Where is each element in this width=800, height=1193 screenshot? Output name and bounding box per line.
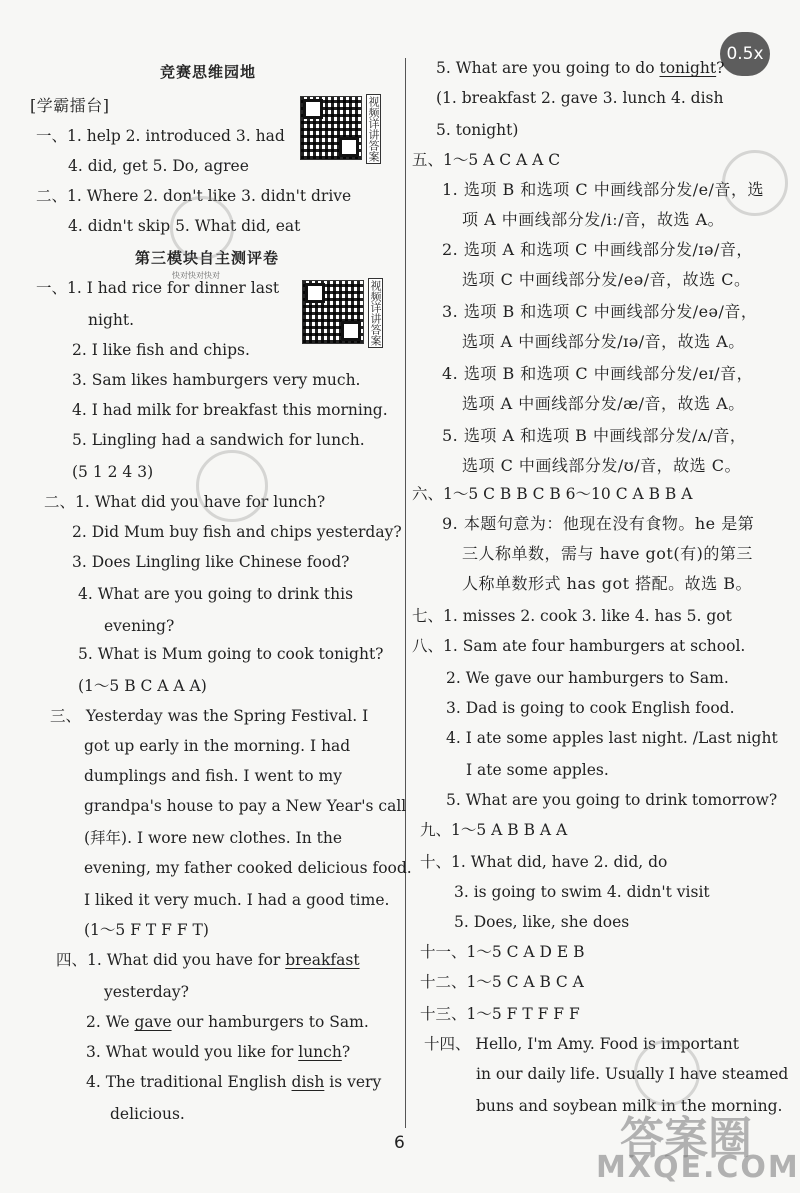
answer-line: 5. tonight) [436,121,519,139]
answer-line: 二、1. Where 2. don't like 3. didn't drive [36,187,352,205]
answer-line: 三人称单数，需与 have got(有)的第三 [462,544,753,563]
answer-line: 5. Lingling had a sandwich for lunch. [72,431,365,449]
answer-line: 十三、1～5 F T F F F [420,1005,580,1023]
small-note: 快对快对快对 [172,271,220,280]
answer-line: 2. 选项 A 和选项 C 中画线部分发/ɪə/音， [442,240,753,259]
answer-line: yesterday? [104,983,189,1001]
answer-line: 十四、 Hello, I'm Amy. Food is important [424,1035,739,1053]
watermark-stamp [196,450,268,522]
answer-line: 4. 选项 B 和选项 C 中画线部分发/eɪ/音， [442,364,754,383]
answer-line: (拜年). I wore new clothes. In the [84,829,343,847]
answer-line: night. [88,311,135,329]
watermark-stamp [170,196,234,260]
answer-line: 九、1～5 A B B A A [420,821,568,839]
answer-line: 2. We gave our hamburgers to Sam. [446,669,729,687]
answer-line: 4. I ate some apples last night. /Last night [446,729,778,747]
answer-line: 项 A 中画线部分发/iː/音，故选 A。 [462,210,725,229]
answer-line: (1. breakfast 2. gave 3. lunch 4. dish [436,89,724,107]
answer-line: 选项 C 中画线部分发/ʊ/音，故选 C。 [462,456,741,475]
watermark-url: MXQE.COM [596,1150,800,1185]
zoom-badge[interactable]: 0.5x [720,32,770,76]
answer-line: 选项 A 中画线部分发/æ/音，故选 A。 [462,394,745,413]
answer-line: (1～5 B C A A A) [78,677,207,695]
answer-line: I ate some apples. [466,761,609,779]
answer-line: 4. did, get 5. Do, agree [68,157,249,175]
qr-code-2[interactable] [302,280,364,344]
module-title: 第三模块自主测评卷 [135,249,280,267]
answer-line: 5. What is Mum going to cook tonight? [78,645,384,663]
answer-line: 八、1. Sam ate four hamburgers at school. [412,637,746,655]
answer-line: 2. We gave our hamburgers to Sam. [86,1013,369,1031]
answer-line: 4. didn't skip 5. What did, eat [68,217,301,235]
answer-line: in our daily life. Usually I have steamed [476,1065,789,1083]
answer-line: 3. What would you like for lunch? [86,1043,351,1061]
answer-line: 3. Dad is going to cook English food. [446,699,735,717]
answer-line: 4. The traditional English dish is very [86,1073,382,1091]
answer-line: delicious. [110,1105,185,1123]
answer-line: 十一、1～5 C A D E B [420,943,585,961]
answer-line: 1. 选项 B 和选项 C 中画线部分发/e/音，选 [442,180,764,199]
answer-line: 2. I like fish and chips. [72,341,250,359]
answer-line: 十、1. What did, have 2. did, do [420,853,668,871]
answer-line: 5. What are you going to do tonight? [436,59,725,77]
answer-line: dumplings and fish. I went to my [84,767,342,785]
section-title: 竞赛思维园地 [160,63,257,81]
answer-line: 六、1～5 C B B C B 6～10 C A B B A [412,485,693,503]
answer-line: evening? [104,617,175,635]
answer-line: 人称单数形式 has got 搭配。故选 B。 [462,574,752,593]
answer-line: 4. What are you going to drink this [78,585,354,603]
watermark-logo: 答案圈 [620,1113,752,1164]
answer-line: 十二、1～5 C A B C A [420,973,584,991]
answer-line: I liked it very much. I had a good time. [84,891,390,909]
qr-caption-1: 视频详讲答案 [367,96,380,162]
qr-code-1[interactable] [300,96,362,160]
page-number: 6 [394,1133,405,1153]
answer-line: 选项 C 中画线部分发/eə/音，故选 C。 [462,270,751,289]
watermark-stamp [634,1040,700,1106]
answer-line: 一、1. help 2. introduced 3. had [36,127,285,145]
answer-line: 七、1. misses 2. cook 3. like 4. has 5. got [412,607,732,625]
answer-line: 3. is going to swim 4. didn't visit [454,883,710,901]
answer-line: got up early in the morning. I had [84,737,351,755]
answer-line: 3. 选项 B 和选项 C 中画线部分发/eə/音， [442,302,758,321]
answer-line: 3. Does Lingling like Chinese food? [72,553,350,571]
answer-line: 二、1. What did you have for lunch? [44,493,326,511]
answer-line: (5 1 2 4 3) [72,463,154,481]
answer-line: 5. 选项 A 和选项 B 中画线部分发/ʌ/音， [442,426,747,445]
answer-line: 五、1～5 A C A A C [412,151,561,169]
answer-line: 2. Did Mum buy fish and chips yesterday? [72,523,402,541]
answer-line: grandpa's house to pay a New Year's call [84,797,407,815]
answer-line: 4. I had milk for breakfast this morning. [72,401,388,419]
answer-line: 三、 Yesterday was the Spring Festival. I [50,707,369,725]
xueba-label: [学霸擂台] [30,96,110,115]
answer-line: 四、1. What did you have for breakfast [56,951,360,969]
answer-line: 5. Does, like, she does [454,913,630,931]
qr-caption-2: 视频详讲答案 [369,280,382,346]
column-divider [405,58,406,1128]
answer-line: 5. What are you going to drink tomorrow? [446,791,778,809]
answer-line: 选项 A 中画线部分发/ɪə/音，故选 A。 [462,332,745,351]
watermark-stamp [722,150,788,216]
answer-line: evening, my father cooked delicious food. [84,859,412,877]
answer-line: 3. Sam likes hamburgers very much. [72,371,361,389]
answer-line: 一、1. I had rice for dinner last [36,279,280,297]
answer-line: 9. 本题句意为：他现在没有食物。he 是第 [442,514,755,533]
answer-line: (1～5 F T F F T) [84,921,209,939]
answer-line: buns and soybean milk in the morning. [476,1097,783,1115]
